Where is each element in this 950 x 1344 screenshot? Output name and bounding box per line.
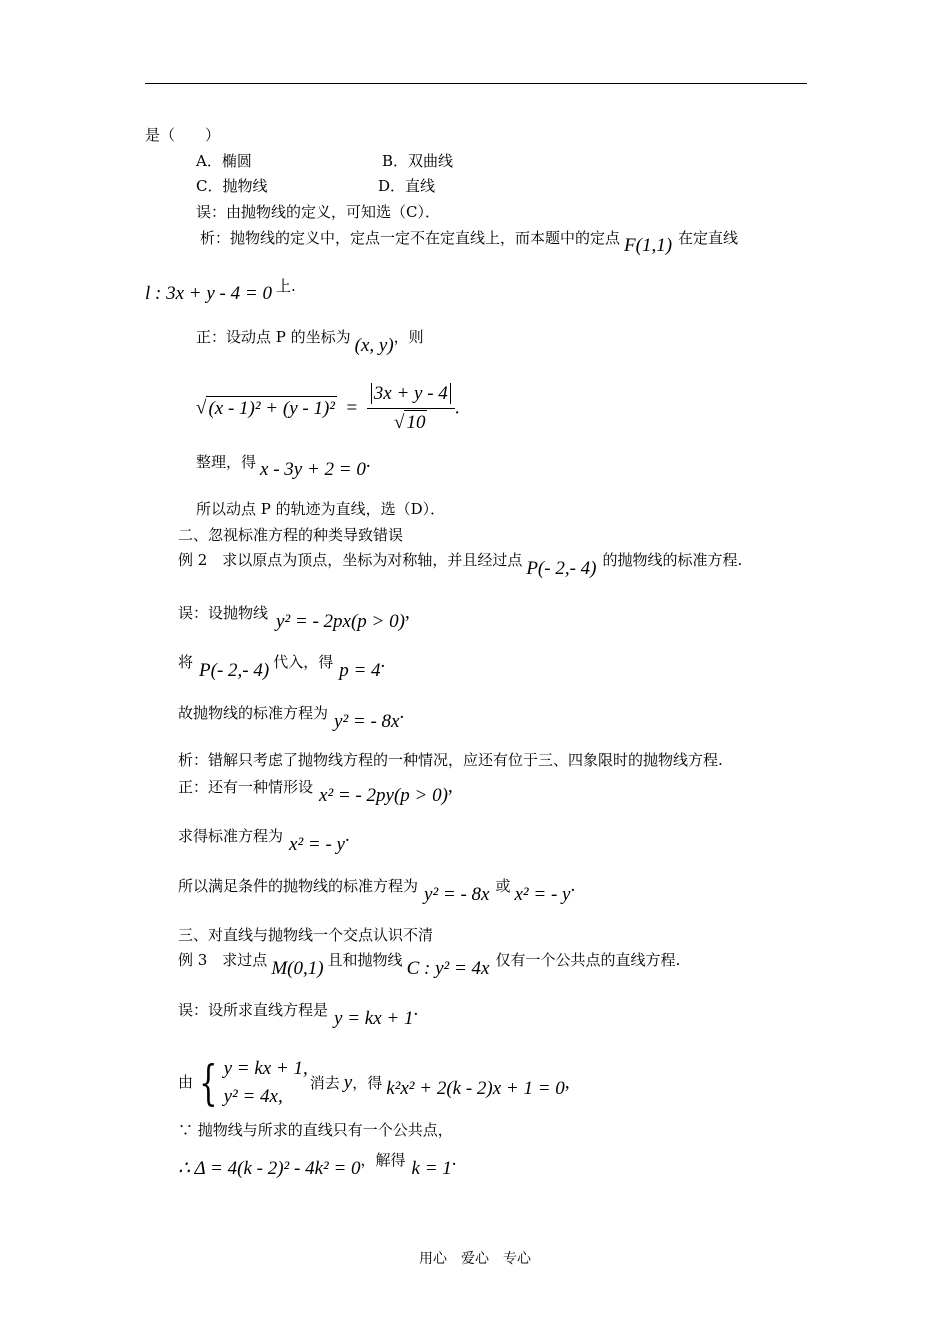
from-word: 由: [178, 1073, 194, 1091]
substitute-mid: 代入，得: [273, 653, 334, 671]
line-l-equation: l : 3x + y - 4 = 0: [145, 283, 272, 304]
correct-solution-2: 正：还有一种情形设 x² = - 2py(p > 0),: [178, 776, 453, 806]
fraction: $\frac{3x + y - 4}{√ 10}$: [367, 382, 455, 435]
quadratic-equation: k²x² + 2(k - 2)x + 1 = 0: [386, 1078, 565, 1099]
option-a: A．椭圆: [196, 152, 252, 170]
point-f: F(1,1): [624, 235, 673, 256]
option-b: B．双曲线: [382, 152, 454, 170]
arrange-text: 整理，得: [196, 453, 257, 471]
discriminant-equation: ∴ Δ = 4(k - 2)² - 4k² = 0: [178, 1158, 361, 1179]
because-line: ∵ 抛物线与所求的直线只有一个公共点，: [178, 1121, 453, 1139]
option-c: C．抛物线: [196, 177, 268, 195]
substitute-text: 将: [178, 653, 194, 671]
found-text: 求得标准方程为: [178, 827, 284, 845]
system-line: 由 { y = kx + 1, y² = 4x, 消去 y，得 k²x² + 2(k - 2)x + 1 = 0,: [178, 1055, 570, 1111]
correct-1-text: 正：设动点 P 的坐标为: [196, 328, 351, 346]
abs-numerator: 3x + y - 4: [371, 383, 451, 404]
header-rule: [145, 83, 807, 84]
point-m: M(0,1): [271, 958, 324, 979]
equation-system: [224, 1055, 308, 1111]
example-3-tail: 仅有一个公共点的直线方程.: [495, 951, 681, 969]
left-brace: {: [199, 1055, 218, 1111]
point-p: P(- 2,- 4): [526, 558, 597, 579]
substitute-point: P(- 2,- 4): [199, 660, 270, 681]
sqrt-denominator: 10: [406, 412, 426, 433]
coord-xy: (x, y): [354, 335, 394, 356]
analysis-1: [200, 228, 739, 256]
arrange-line: 整理，得 x - 3y + 2 = 0.: [196, 451, 371, 480]
correct-2-text: 正：还有一种情形设: [178, 778, 314, 796]
wrong-3-text: 误：设所求直线方程是: [178, 1001, 329, 1019]
all-equation-1: y² = - 8x: [424, 884, 490, 905]
page-footer: 用心 爱心 专心: [419, 1251, 531, 1267]
analysis-2: 析：错解只考虑了抛物线方程的一种情况，应还有位于三、四象限时的抛物线方程.: [178, 751, 723, 769]
question-tail: 是（ ）: [145, 126, 221, 144]
eliminate-text: 消去: [309, 1074, 340, 1092]
wrong-solution-3: 误：设所求直线方程是 y = kx + 1.: [178, 999, 419, 1029]
eliminate-variable: y: [343, 1072, 353, 1093]
example-3: [178, 950, 681, 979]
system-eq-2: y² = 4x,: [223, 1086, 283, 1107]
conclusion-1: 所以动点 P 的轨迹为直线，选（D）．: [196, 500, 446, 518]
solve-text: ，解得: [360, 1151, 406, 1169]
wrong-solution-2: 误：设抛物线 y² = - 2px(p > 0),: [178, 602, 410, 632]
or-word: 或: [495, 877, 511, 895]
therefore-line: ∴ Δ = 4(k - 2)² - 4k² = 0，解得 k = 1.: [178, 1149, 457, 1179]
line-l: [145, 277, 296, 304]
example-2: [178, 550, 743, 579]
all-text: 所以满足条件的抛物线的标准方程为: [178, 877, 419, 895]
section-2-heading: 二、忽视标准方程的种类导致错误: [178, 526, 404, 544]
example-2-tail: 的抛物线的标准方程.: [602, 551, 743, 569]
p-value: p = 4: [339, 660, 381, 681]
analysis-1-text: 析：抛物线的定义中，定点一定不在定直线上，而本题中的定点: [200, 229, 621, 247]
example-3-mid: 且和抛物线: [327, 951, 403, 969]
standard-equation-line: 故抛物线的标准方程为 y² = - 8x.: [178, 702, 405, 732]
correct-solution-1: [196, 327, 424, 356]
correct-1-tail: ，则: [393, 328, 424, 346]
wrong-solution-1: 误：由抛物线的定义，可知选（C）．: [196, 203, 440, 221]
eliminate-get: ，得: [352, 1074, 383, 1092]
wrong-2-text: 误：设抛物线: [178, 604, 269, 622]
curve-c: C : y² = 4x: [406, 958, 490, 979]
substitute-line: 将 P(- 2,- 4) 代入，得 p = 4.: [178, 651, 386, 681]
correct-2-equation: x² = - 2py(p > 0): [319, 785, 448, 806]
analysis-1-tail: 在定直线: [678, 229, 739, 247]
standard-text: 故抛物线的标准方程为: [178, 704, 329, 722]
line-l-tail: 上.: [275, 277, 296, 295]
wrong-2-equation: y² = - 2px(p > 0): [276, 611, 405, 632]
k-value: k = 1: [411, 1158, 452, 1179]
system-eq-1: y = kx + 1,: [223, 1058, 308, 1079]
standard-equation: y² = - 8x: [334, 711, 400, 732]
wrong-3-equation: y = kx + 1: [334, 1008, 414, 1029]
found-line: 求得标准方程为 x² = - y.: [178, 825, 350, 855]
arrange-equation: x - 3y + 2 = 0: [260, 459, 366, 480]
all-equation-2: x² = - y: [514, 884, 571, 905]
example-2-text: 例 2 求以原点为顶点，坐标为对称轴，并且经过点: [178, 551, 523, 569]
found-equation: x² = - y: [289, 834, 345, 855]
option-d: D．直线: [378, 177, 436, 195]
section-3-heading: 三、对直线与抛物线一个交点认识不清: [178, 926, 434, 944]
distance-equation: √ (x - 1)² + (y - 1)² = $\frac{3x + y - 4}{√ 10}$ .: [196, 383, 460, 433]
example-3-text: 例 3 求过点: [178, 951, 268, 969]
all-line: 所以满足条件的抛物线的标准方程为 y² = - 8x 或 x² = - y.: [178, 875, 576, 905]
sqrt-expression: (x - 1)² + (y - 1)²: [208, 397, 335, 419]
